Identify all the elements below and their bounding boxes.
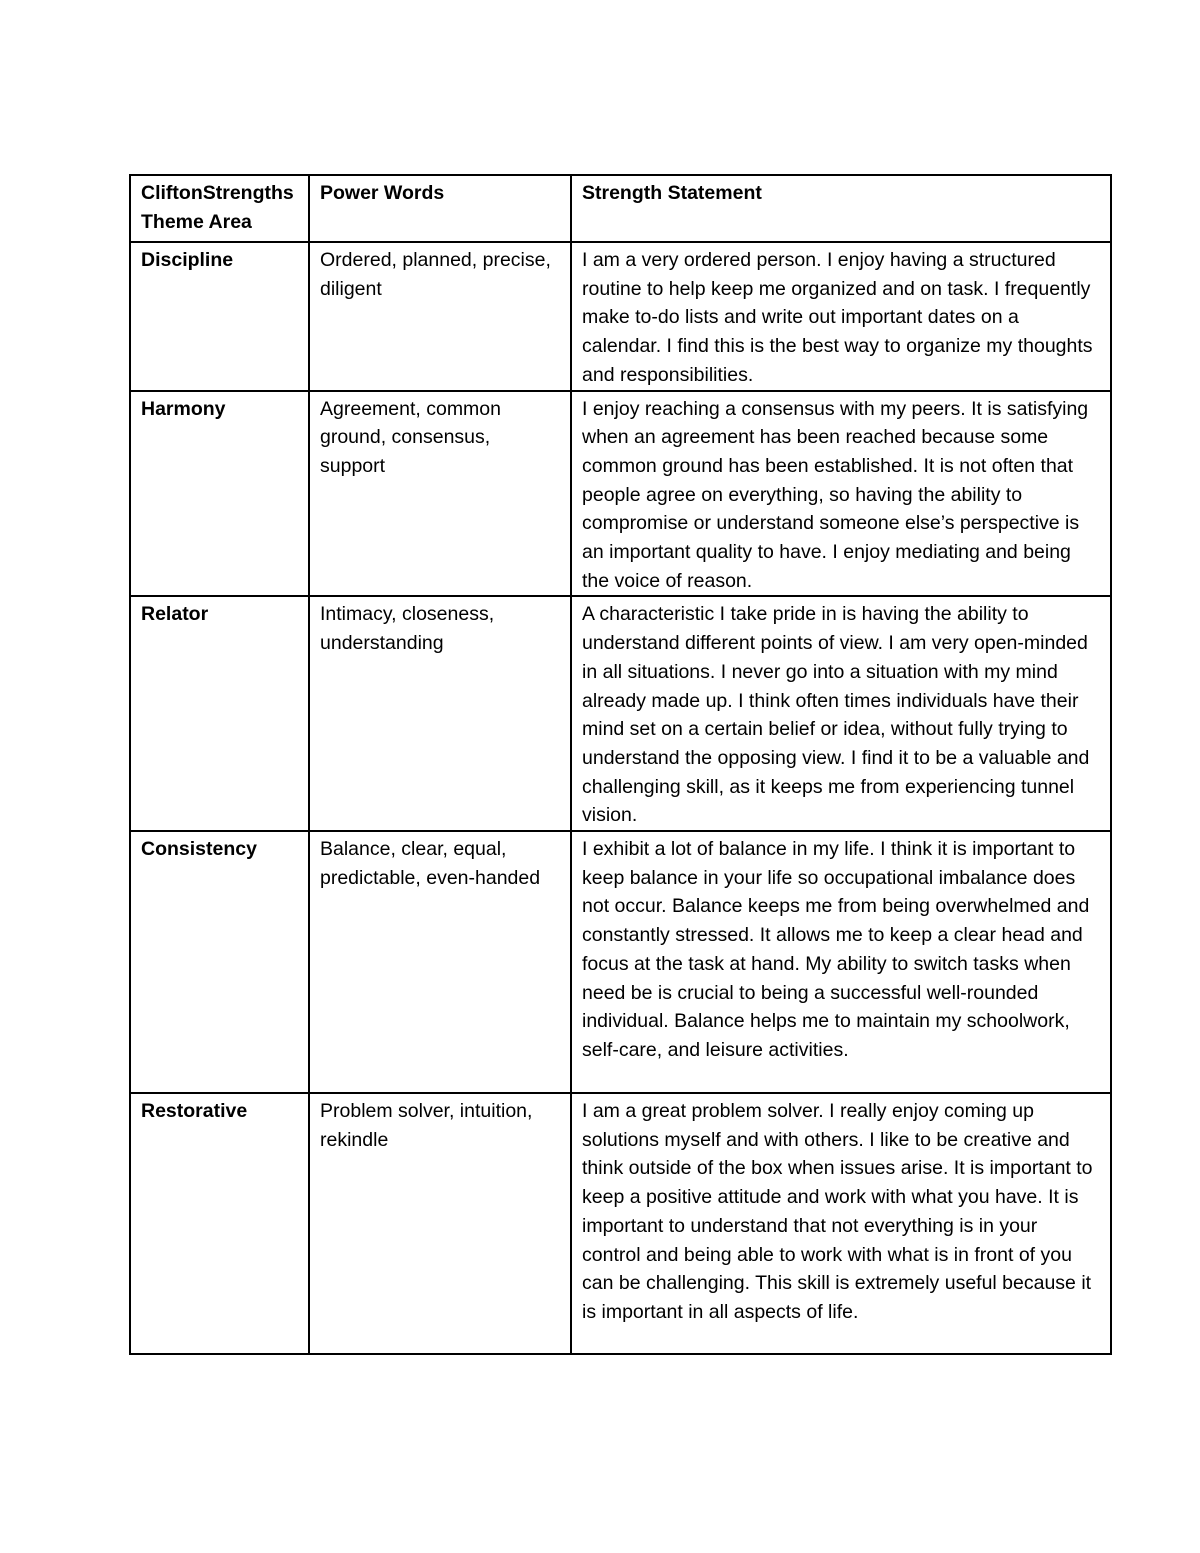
table-row	[130, 596, 1111, 831]
theme-cell: Relator	[130, 596, 309, 831]
statement-cell: I enjoy reaching a consensus with my peers. It is satisfying when an agreement has been reached because some common ground has been established. It is not often that people agree on everything, so having the ability to compromise or understand someone else’s perspective is an important quality to have. I enjoy mediating and being the voice of reason.	[571, 391, 1111, 597]
header-strength-statement: Strength Statement	[571, 175, 1111, 242]
table-row	[130, 242, 1111, 391]
power-words-cell: Problem solver, intuition, rekindle	[309, 1093, 571, 1354]
power-words-cell: Balance, clear, equal, predictable, even-handed	[309, 831, 571, 1093]
table-row	[130, 831, 1111, 1093]
table-row	[130, 1093, 1111, 1354]
theme-cell: Discipline	[130, 242, 309, 391]
statement-cell: I am a great problem solver. I really enjoy coming up solutions myself and with others. I like to be creative and think outside of the box when issues arise. It is important to keep a positive attitude and work with what you have. It is important to understand that not everything is in your control and being able to work with what is in front of you can be challenging. This skill is extremely useful because it is important in all aspects of life.	[571, 1093, 1111, 1354]
header-theme-area: CliftonStrengths Theme Area	[130, 175, 309, 242]
statement-cell: A characteristic I take pride in is having the ability to understand different points of view. I am very open-minded in all situations. I never go into a situation with my mind already made up. I think often times individuals have their mind set on a certain belief or idea, without fully trying to understand the opposing view. I find it to be a valuable and challenging skill, as it keeps me from experiencing tunnel vision.	[571, 596, 1111, 831]
strengths-table	[129, 174, 1112, 1355]
power-words-cell: Agreement, common ground, consensus, support	[309, 391, 571, 597]
theme-cell: Restorative	[130, 1093, 309, 1354]
statement-cell: I exhibit a lot of balance in my life. I think it is important to keep balance in your life so occupational imbalance does not occur. Balance keeps me from being overwhelmed and constantly stressed. It allows me to keep a clear head and focus at the task at hand. My ability to switch tasks when need be is crucial to being a successful well-rounded individual. Balance helps me to maintain my schoolwork, self-care, and leisure activities.	[571, 831, 1111, 1093]
power-words-cell: Ordered, planned, precise, diligent	[309, 242, 571, 391]
statement-cell: I am a very ordered person. I enjoy having a structured routine to help keep me organized and on task. I frequently make to-do lists and write out important dates on a calendar. I find this is the best way to organize my thoughts and responsibilities.	[571, 242, 1111, 391]
header-power-words: Power Words	[309, 175, 571, 242]
power-words-cell: Intimacy, closeness, understanding	[309, 596, 571, 831]
theme-cell: Consistency	[130, 831, 309, 1093]
table-row	[130, 391, 1111, 597]
table-header-row	[130, 175, 1111, 242]
theme-cell: Harmony	[130, 391, 309, 597]
